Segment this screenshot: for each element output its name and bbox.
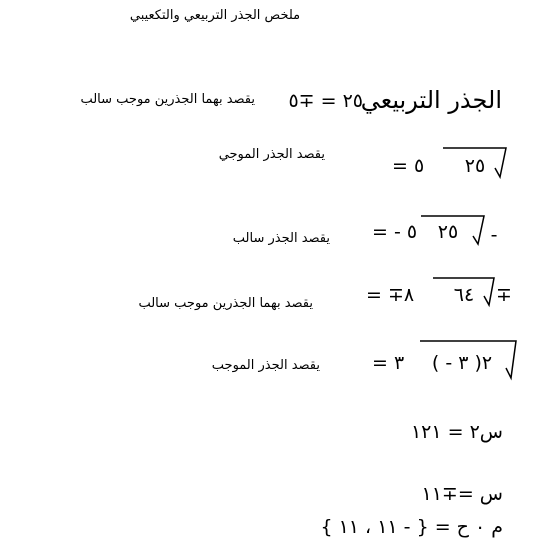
definition-expression: ٢٥ = ∓٥ (288, 90, 363, 112)
row3-prefix: ∓ (496, 284, 512, 306)
row2-prefix: - (490, 224, 498, 246)
row3-result: = ∓٨ (366, 284, 415, 306)
row3-note: يقصد بهما الجذرين موجب سالب (138, 296, 313, 311)
row4-note: يقصد الجذر الموجب (211, 358, 320, 373)
row4-radicand: ( - ٣ )٢ (431, 352, 493, 374)
row1-result: = ٥ (392, 155, 425, 177)
row1-radicand: ٢٥ (464, 155, 486, 177)
equation-line: س٢ = ١٢١ (410, 421, 503, 443)
definition-heading: الجذر التربيعي (360, 86, 502, 114)
row2-note: يقصد الجذر سالب (232, 231, 330, 246)
row2-radicand: ٢٥ (437, 221, 459, 243)
row4-result: = ٣ (372, 352, 405, 374)
page-title: ملخص الجذر التربيعي والتكعيبي (129, 8, 301, 23)
row3-radicand: ٦٤ (453, 284, 475, 306)
solution-line: س =∓١١ (421, 483, 503, 505)
row1-note: يقصد الجذر الموجي (218, 147, 325, 162)
row2-result: = - ٥ (372, 221, 418, 243)
solution-set-line: م ٠ ح = { - ١١ ، ١١ } (320, 516, 503, 538)
definition-note: يقصد بهما الجذرين موجب سالب (80, 92, 255, 107)
